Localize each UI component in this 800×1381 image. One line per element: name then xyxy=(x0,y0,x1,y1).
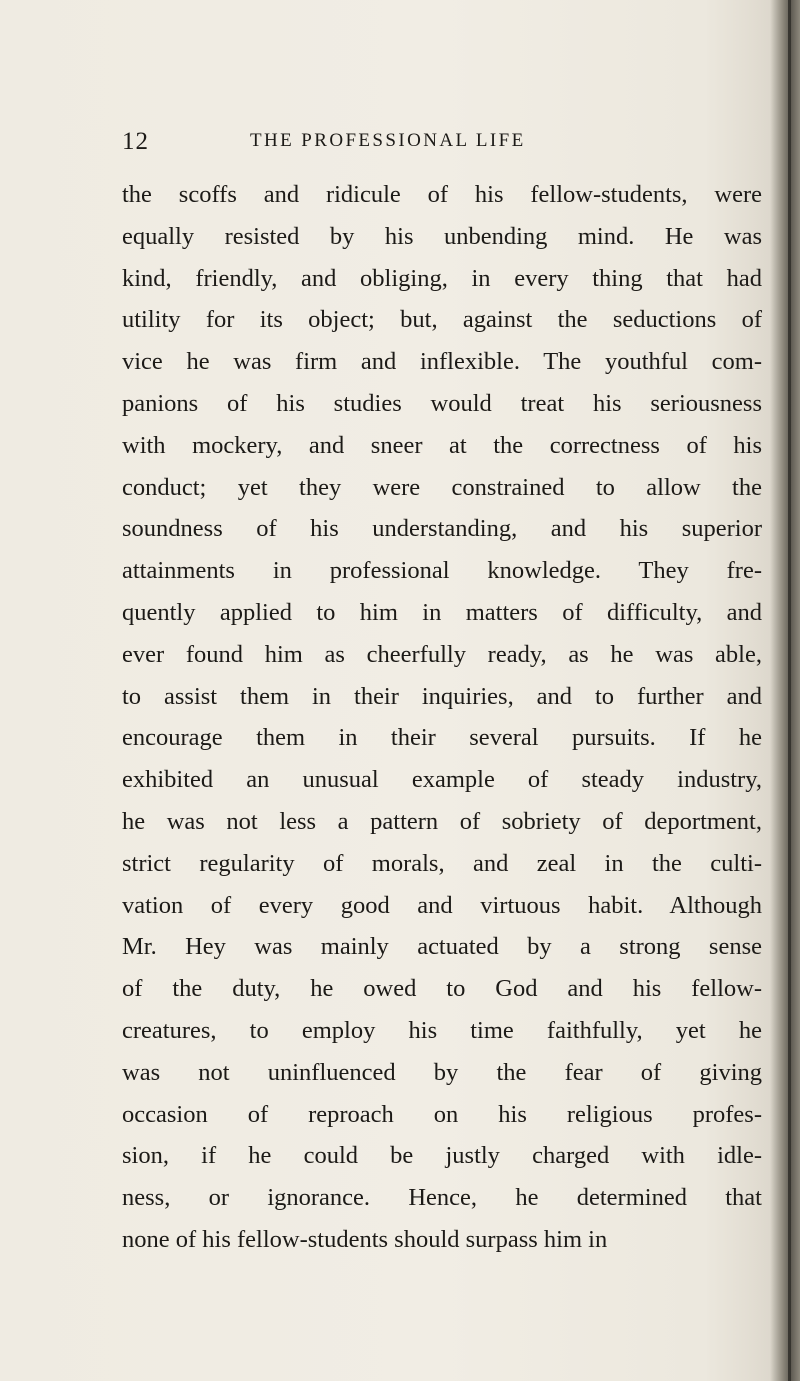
binding-shadow-line xyxy=(788,0,791,1381)
text-line: utility for its object; but, against the seductions of xyxy=(122,306,762,334)
text-line: creatures, to employ his time faithfully, yet he xyxy=(122,1016,762,1044)
text-line: exhibited an unusual example of steady industry, xyxy=(122,766,762,794)
text-line: soundness of his understanding, and his superior xyxy=(122,515,762,543)
text-line: ness, or ignorance. Hence, he determined that xyxy=(122,1184,762,1212)
text-line: with mockery, and sneer at the correctness of his xyxy=(122,431,762,459)
page-header xyxy=(122,128,742,168)
text-line: kind, friendly, and obliging, in every thing that had xyxy=(122,264,762,292)
text-line: was not uninfluenced by the fear of giving xyxy=(122,1058,762,1086)
body-text xyxy=(122,174,762,1261)
text-line: occasion of reproach on his religious profes- xyxy=(122,1100,762,1128)
page-number: 12 xyxy=(122,128,149,155)
text-line: strict regularity of morals, and zeal in the culti- xyxy=(122,849,762,877)
text-line: sion, if he could be justly charged with idle- xyxy=(122,1142,762,1170)
text-line: ever found him as cheerfully ready, as he was able, xyxy=(122,640,762,668)
text-line: of the duty, he owed to God and his fellow- xyxy=(122,975,762,1003)
text-line: conduct; yet they were constrained to allow the xyxy=(122,473,762,501)
text-line: the scoffs and ridicule of his fellow-students, were xyxy=(122,181,762,208)
text-line: vation of every good and virtuous habit. Although xyxy=(122,891,762,919)
running-head: THE PROFESSIONAL LIFE xyxy=(250,130,526,151)
page-binding-edge xyxy=(770,0,800,1381)
text-line: panions of his studies would treat his seriousness xyxy=(122,389,762,417)
text-line: equally resisted by his unbending mind. He was xyxy=(122,222,762,250)
text-line: attainments in professional knowledge. They fre- xyxy=(122,557,762,585)
text-line: none of his fellow-students should surpass him in xyxy=(122,1225,608,1253)
text-line: Mr. Hey was mainly actuated by a strong sense xyxy=(122,933,762,961)
text-line: vice he was firm and inflexible. The youthful com- xyxy=(122,348,762,376)
text-line: quently applied to him in matters of difficulty, and xyxy=(122,598,762,626)
text-line: to assist them in their inquiries, and to further and xyxy=(122,682,762,710)
text-line: encourage them in their several pursuits. If he xyxy=(122,724,762,752)
text-line: he was not less a pattern of sobriety of deportment, xyxy=(122,807,762,835)
